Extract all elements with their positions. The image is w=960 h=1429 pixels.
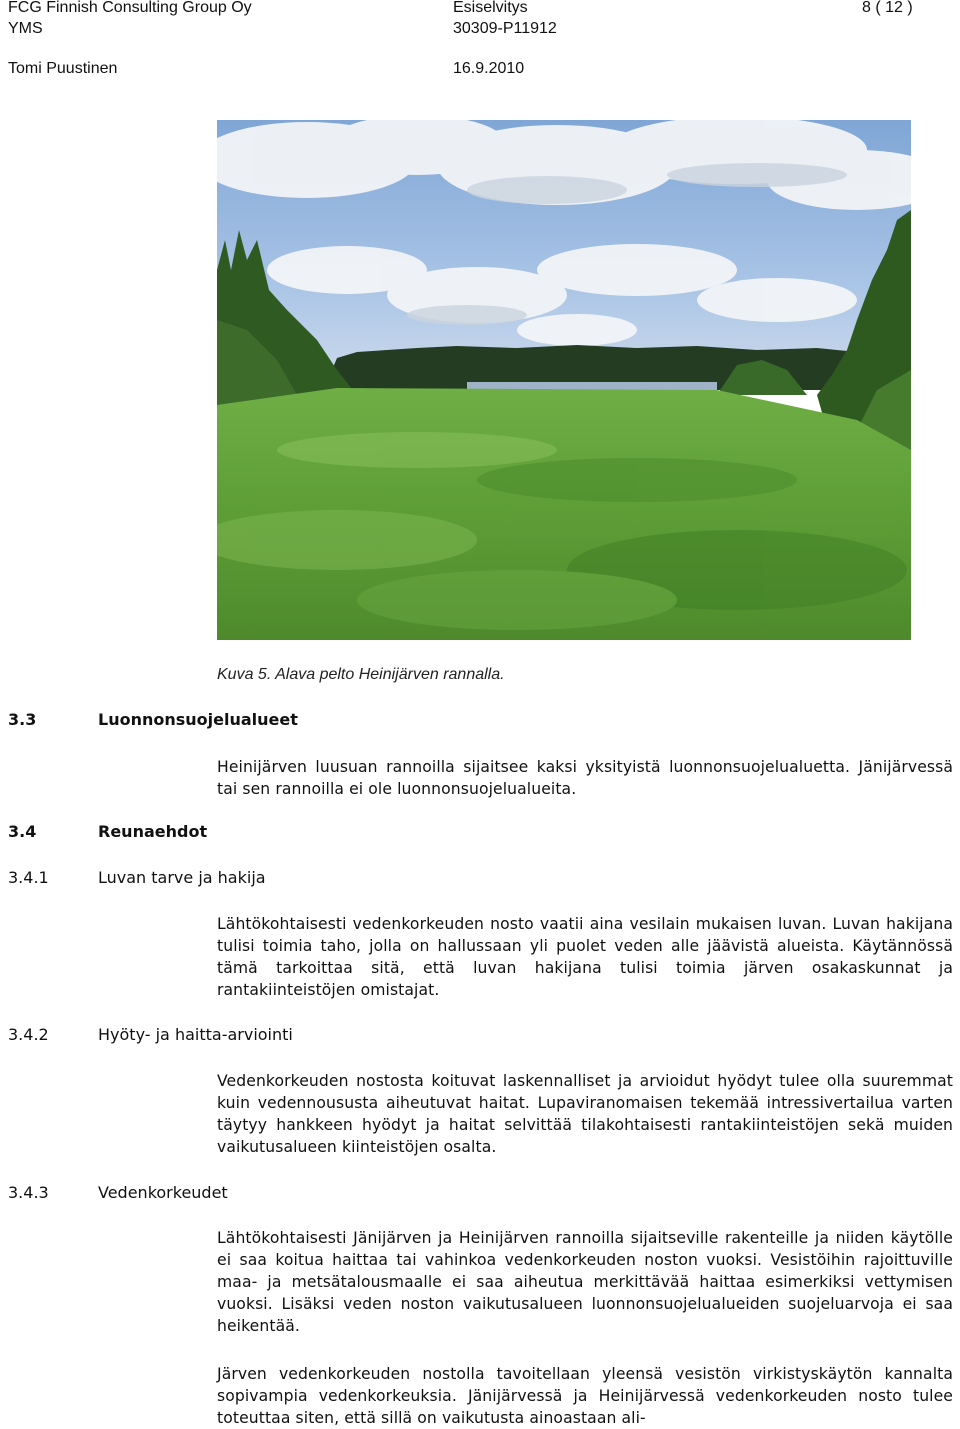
section-title: Hyöty- ja haitta-arviointi (98, 1025, 293, 1044)
meadow-photo (217, 120, 911, 640)
figure-caption: Kuva 5. Alava pelto Heinijärven rannalla. (217, 666, 505, 683)
header-doc-type: Esiselvitys (453, 0, 528, 16)
header-page-number: 8 ( 12 ) (862, 0, 913, 16)
section-number: 3.4.3 (8, 1183, 49, 1202)
section-heading-3-4-1 (8, 867, 266, 889)
header-unit: YMS (8, 20, 43, 37)
section-title: Luonnonsuojelualueet (98, 710, 298, 729)
section-heading-3-4 (8, 821, 207, 843)
header-company: FCG Finnish Consulting Group Oy (8, 0, 252, 16)
section-number: 3.4 (8, 822, 37, 841)
section-heading-3-4-3 (8, 1182, 228, 1204)
section-number: 3.4.2 (8, 1025, 49, 1044)
header-author: Tomi Puustinen (8, 60, 118, 77)
paragraph: Järven vedenkorkeuden nostolla tavoitellaan yleensä vesistön virkistyskäytön kannalta sopivampia vedenkorkeuksia. Jänijärvessä ja Heinijärvessä vedenkorkeuden nosto tulee toteuttaa siten, että sillä on vaikutusta ainoastaan ali- (217, 1365, 953, 1427)
paragraph: Lähtökohtaisesti Jänijärven ja Heinijärven rannoilla sijaitseville rakenteille ja niiden käytölle ei saa koitua haittaa tai vahinkoa vedenkorkeuden noston vuoksi. Vesistöihin rajoittuville maa- ja metsätalousmaalle ei saa aiheutua merkittävää haittaa esimerkiksi vettymisen vuoksi. Lisäksi veden noston vaikutusalueen luonnonsuojelualueiden suojeluarvoja ei saa heikentää. (217, 1229, 953, 1335)
section-title: Luvan tarve ja hakija (98, 868, 266, 887)
section-title: Vedenkorkeudet (98, 1183, 228, 1202)
paragraph: Heinijärven luusuan rannoilla sijaitsee kaksi yksityistä luonnonsuojelualuetta. Jänijärvessä tai sen rannoilla ei ole luonnonsuojelualueita. (217, 758, 953, 798)
header-date: 16.9.2010 (453, 60, 525, 77)
paragraph: Vedenkorkeuden nostosta koituvat laskennalliset ja arvioidut hyödyt tulee olla suuremmat kuin vedennoususta aiheutuvat haitat. Lupaviranomaisen tekemää intressivertailua varten täytyy hankkeen hyödyt ja haitat selvittää tilakohtaisesti rantakiinteistöjen sekä muiden vaikutusalueen kiinteistöjen osalta. (217, 1072, 953, 1156)
section-heading-3-4-2 (8, 1024, 293, 1046)
header-project-code: 30309-P11912 (453, 20, 557, 37)
section-number: 3.4.1 (8, 868, 49, 887)
section-heading-3-3 (8, 709, 298, 731)
paragraph: Lähtökohtaisesti vedenkorkeuden nosto vaatii aina vesilain mukaisen luvan. Luvan hakijana tulisi toimia taho, jolla on hallussaan yli puolet veden alle jäävistä alueista. Käytännössä tämä tarkoittaa sitä, että luvan hakijana tulisi toimia järven osakaskunnat ja rantakiinteistöjen omistajat. (217, 915, 953, 999)
section-number: 3.3 (8, 710, 37, 729)
section-title: Reunaehdot (98, 822, 208, 841)
